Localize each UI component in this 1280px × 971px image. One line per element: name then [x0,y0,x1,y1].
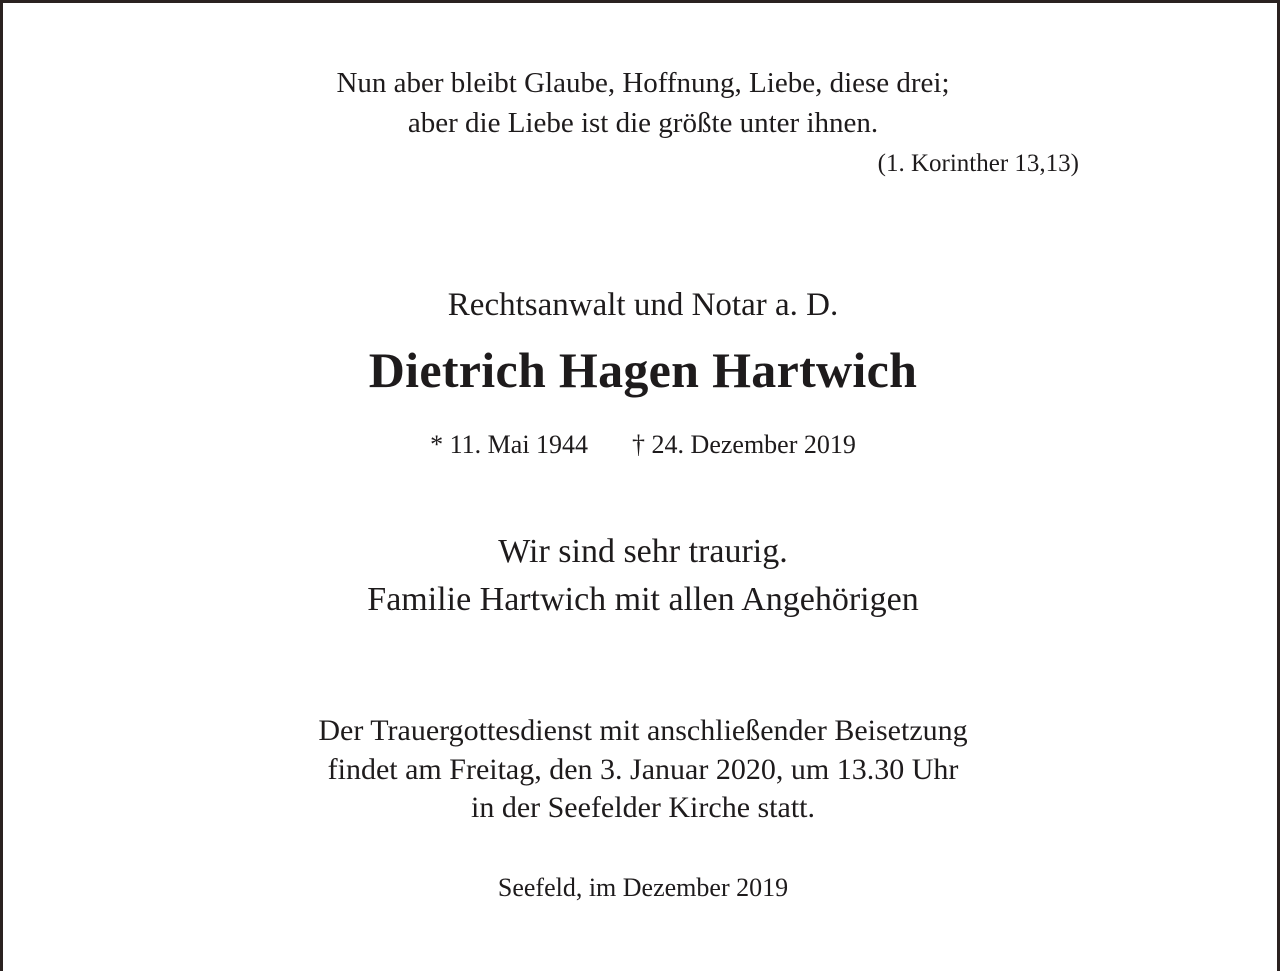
verse-line-2: aber die Liebe ist die größte unter ihnen. [407,107,879,139]
life-dates [3,430,1280,460]
verse-line-1: Nun aber bleibt Glaube, Hoffnung, Liebe, diese drei; [336,67,950,99]
death-date: † 24. Dezember 2019 [632,430,856,459]
place-and-date: Seefeld, im Dezember 2019 [497,873,789,902]
deceased-title: Rechtsanwalt und Notar a. D. [447,287,839,323]
service-line-3: in der Seefelder Kirche statt. [470,791,816,824]
mourners-family: Familie Hartwich mit allen Angehörigen [367,581,919,618]
service-line-1: Der Trauergottesdienst mit anschließender Beisetzung [318,714,968,747]
verse-reference: (1. Korinther 13,13) [877,150,1079,177]
mourning-line: Wir sind sehr traurig. [498,533,788,570]
service-line-2: findet am Freitag, den 3. Januar 2020, um 13.30 Uhr [327,753,959,786]
deceased-name: Dietrich Hagen Hartwich [368,342,918,398]
birth-date: * 11. Mai 1944 [430,430,589,459]
